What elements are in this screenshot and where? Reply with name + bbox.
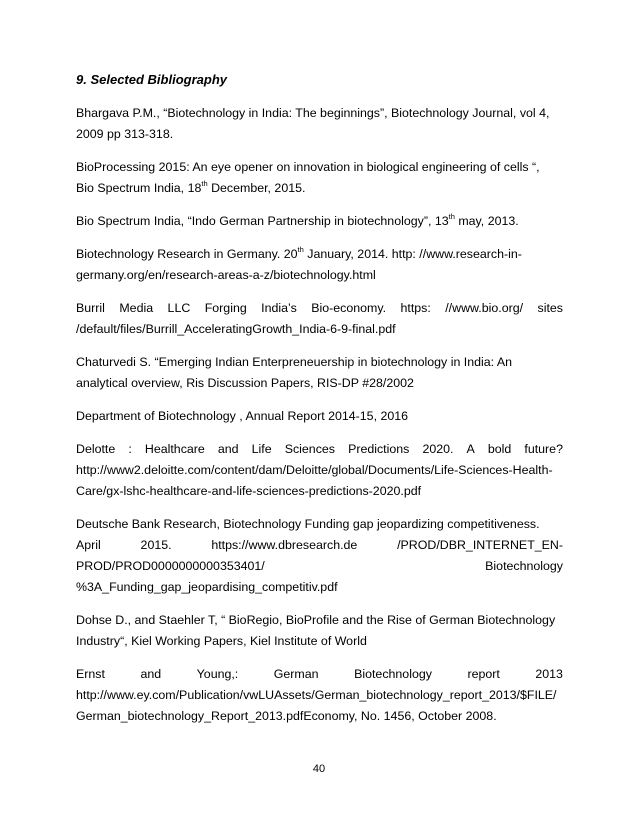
- ordinal-suffix: th: [297, 245, 304, 254]
- entry-line: [76, 439, 563, 460]
- entry-word: April: [76, 538, 101, 552]
- bibliography-entry: [76, 157, 563, 199]
- entry-line: [76, 298, 563, 319]
- entry-word: Delotte: [76, 442, 116, 456]
- bibliography-entry: [76, 211, 563, 232]
- entry-line: Chaturvedi S. “Emerging Indian Enterpreneuership in biotechnology in India: An: [76, 355, 513, 369]
- entry-word: report: [467, 667, 500, 681]
- bibliography-entry: [76, 406, 563, 427]
- entry-line: [76, 178, 563, 199]
- entry-word: 2013: [535, 667, 563, 681]
- entry-word: /PROD/DBR_INTERNET_EN-: [397, 538, 563, 552]
- entry-line: analytical overview, Ris Discussion Papers, RIS-DP #28/2002: [76, 376, 414, 390]
- bibliography-entry: [76, 610, 563, 652]
- entry-text: December, 2015.: [207, 181, 306, 195]
- entry-line: %3A_Funding_gap_jeopardising_competitiv.pdf: [76, 580, 338, 594]
- entry-word: bold: [487, 442, 512, 456]
- entry-word: and: [217, 442, 239, 456]
- entry-line: Care/gx-lshc-healthcare-and-life-sciences-predictions-2020.pdf: [76, 484, 422, 498]
- entry-line: http://www2.deloitte.com/content/dam/Deloitte/global/Documents/Life-Sciences-Health-: [76, 463, 553, 477]
- entry-word: //www.bio.org/: [445, 301, 524, 315]
- ordinal-suffix: th: [448, 212, 455, 221]
- entry-word: Forging: [204, 301, 247, 315]
- entry-word: :: [128, 442, 132, 456]
- entry-line: germany.org/en/research-areas-a-z/biotechnology.html: [76, 268, 376, 282]
- entry-line: [76, 211, 563, 232]
- entry-line: German_biotechnology_Report_2013.pdfEconomy, No. 1456, October 2008.: [76, 709, 497, 723]
- entry-line: [76, 244, 563, 265]
- entry-word: Burril: [76, 301, 105, 315]
- entry-word: https://www.dbresearch.de: [211, 538, 358, 552]
- entry-word: PROD/PROD0000000000353401/: [76, 559, 265, 573]
- entry-word: India’s: [261, 301, 297, 315]
- entry-line: [76, 535, 563, 556]
- entry-line: Dohse D., and Staehler T, “ BioRegio, BioProfile and the Rise of German Biotechnology: [76, 613, 556, 627]
- entry-word: Life: [251, 442, 272, 456]
- entry-line: Deutsche Bank Research, Biotechnology Funding gap jeopardizing competitiveness.: [76, 517, 540, 531]
- entry-line: [76, 556, 563, 577]
- entry-line: [76, 664, 563, 685]
- entry-word: Bio-economy.: [311, 301, 387, 315]
- entry-word: Ernst: [76, 667, 105, 681]
- entry-line: http://www.ey.com/Publication/vwLUAssets/German_biotechnology_report_2013/$FILE/: [76, 688, 557, 702]
- bibliography-entry: [76, 439, 563, 502]
- entry-text: may, 2013.: [454, 214, 519, 228]
- entry-word: A: [466, 442, 475, 456]
- bibliography-entry: [76, 514, 563, 598]
- entry-word: https:: [400, 301, 431, 315]
- page-number: 40: [312, 763, 326, 775]
- entry-text: Bio Spectrum India, 18: [76, 181, 202, 195]
- entry-word: Healthcare: [144, 442, 205, 456]
- entry-word: Young,:: [196, 667, 239, 681]
- bibliography-entry: [76, 352, 563, 394]
- section-heading: 9. Selected Bibliography: [76, 72, 227, 87]
- entry-word: German: [273, 667, 319, 681]
- ordinal-suffix: th: [201, 179, 208, 188]
- entry-word: 2020.: [422, 442, 454, 456]
- entry-text: January, 2014. http: //www.research-in-: [303, 247, 522, 261]
- entry-text: Biotechnology Research in Germany. 20: [76, 247, 298, 261]
- entry-line: /default/files/Burrill_AcceleratingGrowth_India-6-9-final.pdf: [76, 322, 396, 336]
- bibliography-entry: [76, 664, 563, 727]
- entry-line: 2009 pp 313-318.: [76, 127, 174, 141]
- entry-text: Bio Spectrum India, “Indo German Partnership in biotechnology”, 13: [76, 214, 449, 228]
- entry-word: Biotechnology: [485, 559, 563, 573]
- entry-line: Department of Biotechnology , Annual Report 2014-15, 2016: [76, 409, 409, 423]
- bibliography-entry: [76, 298, 563, 340]
- bibliography-entry: [76, 103, 563, 145]
- bibliography-section: [76, 71, 563, 739]
- entry-word: Media: [119, 301, 154, 315]
- entry-line: Bhargava P.M., “Biotechnology in India: The beginnings”, Biotechnology Journal, vol 4,: [76, 106, 550, 120]
- entry-word: Predictions: [348, 442, 410, 456]
- entry-word: and: [140, 667, 162, 681]
- entry-word: 2015.: [140, 538, 172, 552]
- bibliography-entry: [76, 244, 563, 286]
- entry-line: Industry“, Kiel Working Papers, Kiel Institute of World: [76, 634, 367, 648]
- entry-line: BioProcessing 2015: An eye opener on innovation in biological engineering of cells “,: [76, 160, 540, 174]
- entry-word: Biotechnology: [354, 667, 432, 681]
- entry-word: Sciences: [284, 442, 335, 456]
- entry-word: LLC: [167, 301, 191, 315]
- entry-word: future?: [524, 442, 563, 456]
- entry-word: sites: [537, 301, 563, 315]
